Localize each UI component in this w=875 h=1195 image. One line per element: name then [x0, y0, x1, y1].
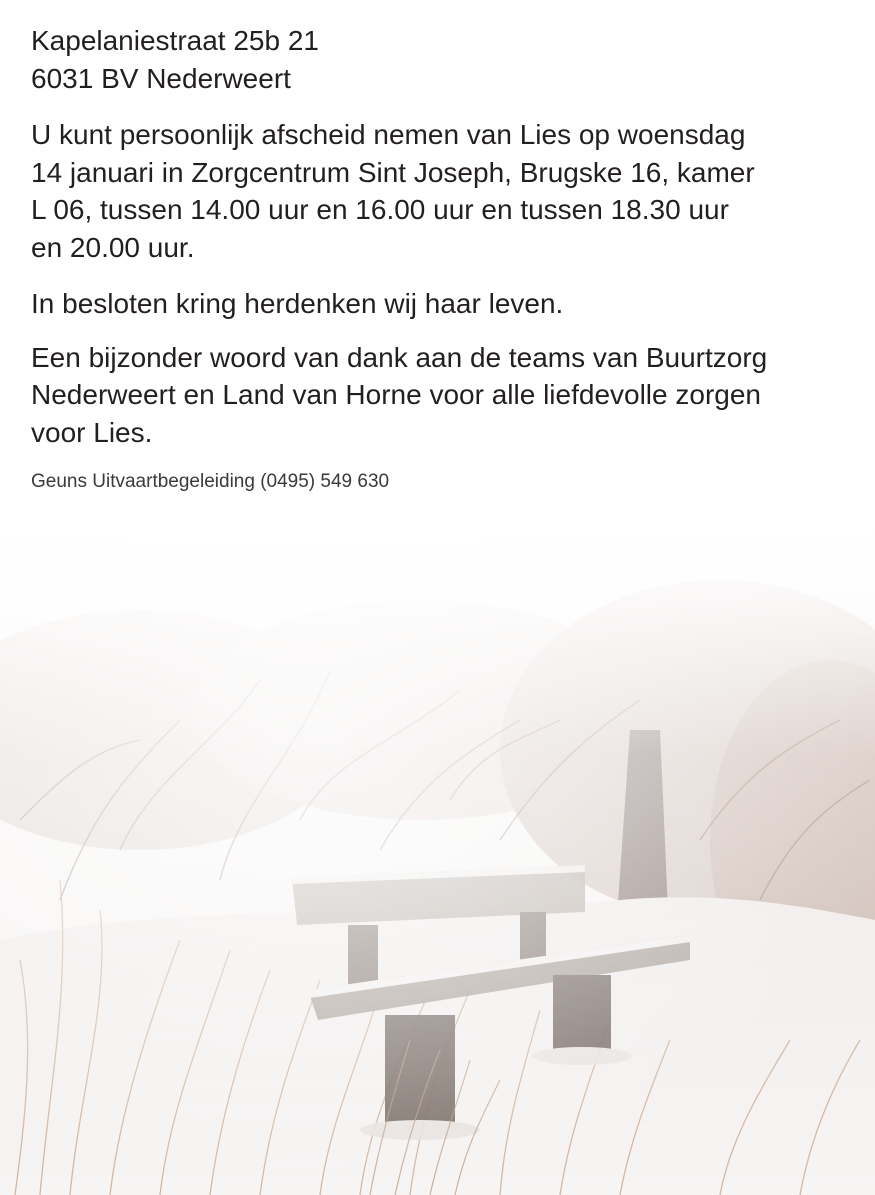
thanks-line: voor Lies.: [31, 416, 153, 448]
viewing-line: U kunt persoonlijk afscheid nemen van Lies op woensdag: [31, 119, 746, 150]
address-street: Kapelaniestraat 25b 21: [31, 25, 319, 56]
thanks-paragraph: [31, 339, 851, 452]
snowy-bench-photo: [0, 520, 875, 1195]
notice-text: [31, 22, 851, 494]
viewing-line: en 20.00 uur.: [31, 231, 195, 263]
ceremony-paragraph: [31, 285, 851, 323]
thanks-line: Een bijzonder woord van dank aan de teams van Buurtzorg: [31, 341, 768, 373]
funeral-director-credit: Geuns Uitvaartbegeleiding (0495) 549 630: [31, 471, 390, 492]
viewing-line: 14 januari in Zorgcentrum Sint Joseph, Brugske 16, kamer: [31, 156, 755, 188]
address-postal-city: 6031 BV Nederweert: [31, 62, 291, 94]
ceremony-line: In besloten kring herdenken wij haar leven.: [31, 288, 564, 319]
viewing-line: L 06, tussen 14.00 uur en 16.00 uur en tussen 18.30 uur: [31, 194, 729, 225]
thanks-line: Nederweert en Land van Horne voor alle liefdevolle zorgen: [31, 379, 761, 410]
viewing-paragraph: [31, 116, 851, 266]
address-block: [31, 22, 851, 97]
